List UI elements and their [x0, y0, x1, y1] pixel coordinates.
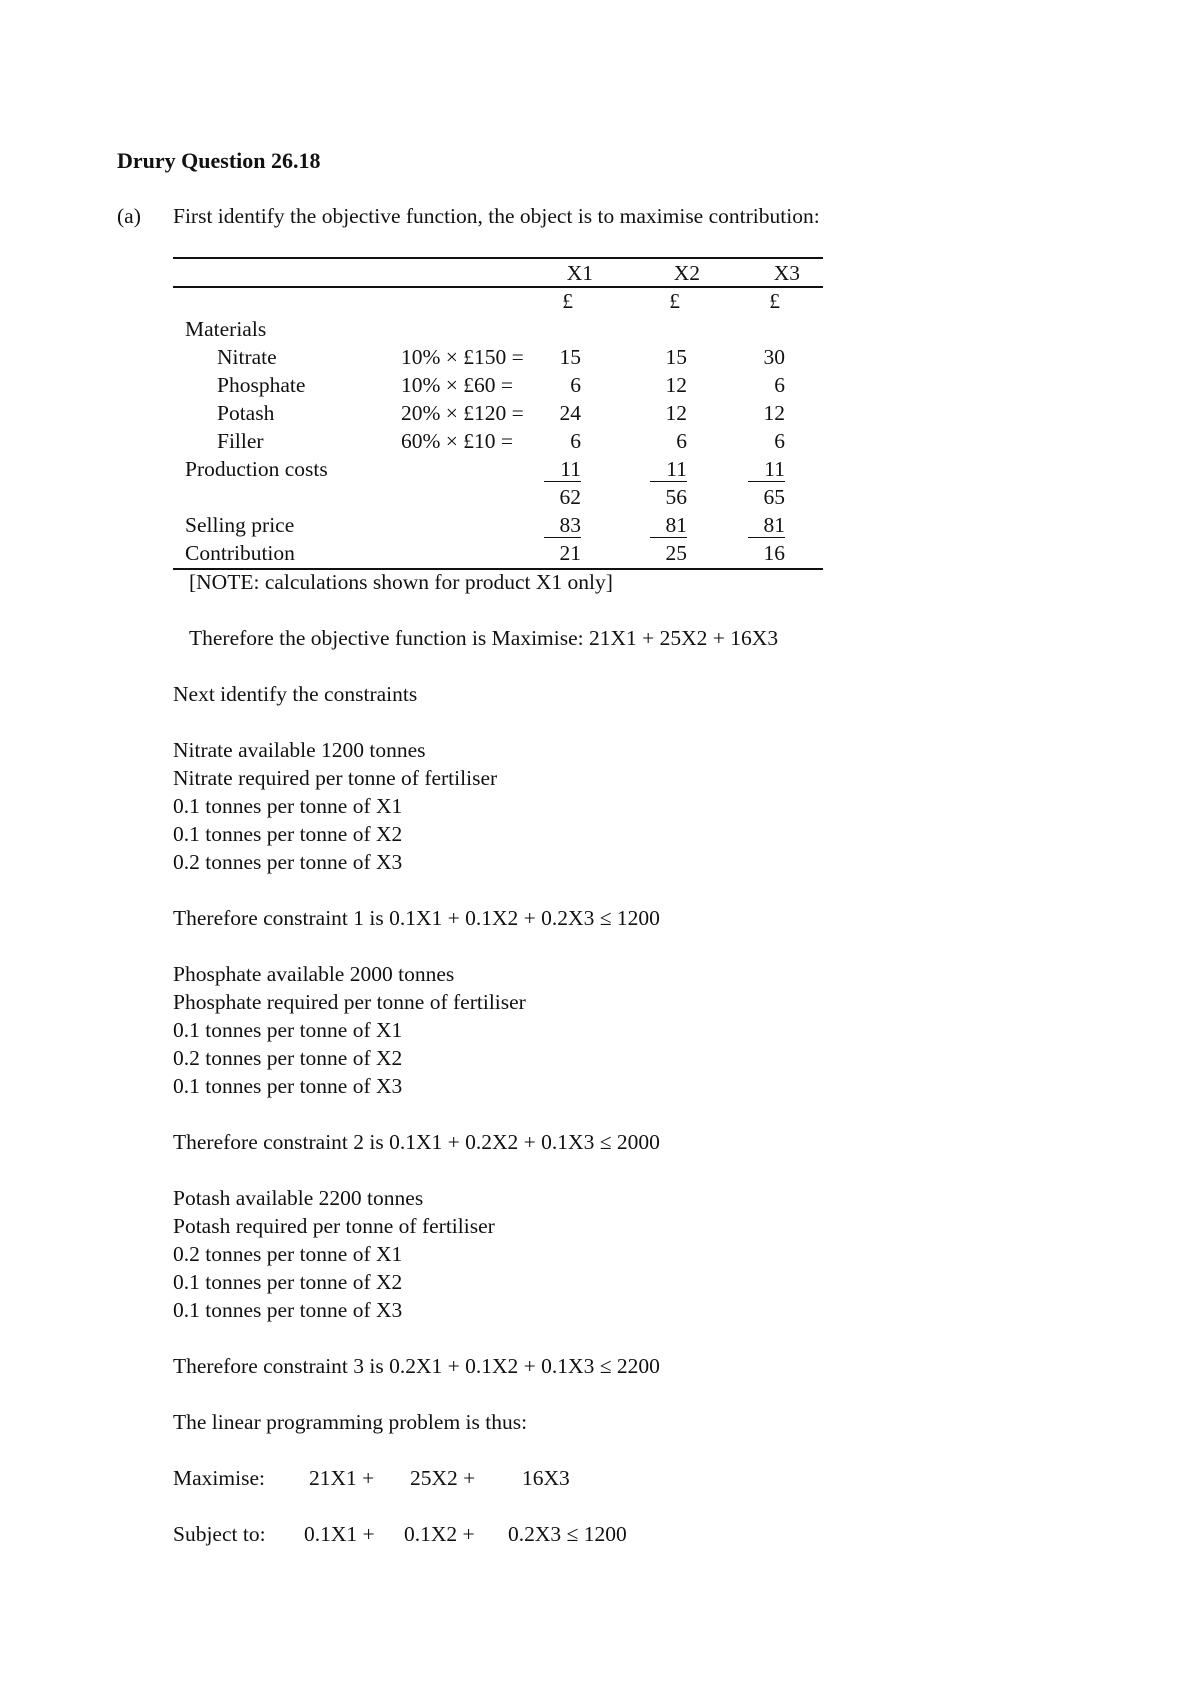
col-header-x3: X3	[773, 261, 800, 285]
col-header-x1: X1	[566, 261, 593, 285]
table-note: [NOTE: calculations shown for product X1 only]	[189, 570, 613, 594]
phosphate-available: Phosphate available 2000 tonnes	[173, 962, 455, 986]
nitrate-available: Nitrate available 1200 tonnes	[173, 738, 426, 762]
lp-intro: The linear programming problem is thus:	[173, 1410, 528, 1434]
cell-total-x2: 56	[665, 485, 687, 509]
currency-x1: £	[562, 289, 573, 313]
cell-selling-x1: 83	[544, 513, 582, 538]
row-label-nitrate: Nitrate	[217, 345, 277, 369]
cell-contribution-x1: 21	[559, 541, 581, 565]
part-label: (a)	[117, 204, 141, 228]
cell-production-x2: 11	[650, 457, 687, 482]
table-header-rule	[173, 286, 823, 288]
constraint-1: Therefore constraint 1 is 0.1X1 + 0.1X2 + 0.2X3 ≤ 1200	[173, 906, 660, 930]
row-calc-filler: 60% × £10 =	[401, 429, 514, 453]
maximise-term-x2: 25X2 +	[410, 1466, 476, 1490]
constraints-intro: Next identify the constraints	[173, 682, 418, 706]
page-heading: Drury Question 26.18	[117, 148, 321, 173]
col-header-x2: X2	[673, 261, 700, 285]
subject-label: Subject to:	[173, 1522, 266, 1546]
currency-x3: £	[769, 289, 780, 313]
subject-term-x1: 0.1X1 +	[304, 1522, 375, 1546]
materials-label: Materials	[185, 317, 267, 341]
potash-required: Potash required per tonne of fertiliser	[173, 1214, 495, 1238]
nitrate-line-x3: 0.2 tonnes per tonne of X3	[173, 850, 403, 874]
cell-phosphate-x2: 12	[665, 373, 687, 397]
phosphate-line-x3: 0.1 tonnes per tonne of X3	[173, 1074, 403, 1098]
phosphate-required: Phosphate required per tonne of fertiliser	[173, 990, 526, 1014]
row-label-potash: Potash	[217, 401, 275, 425]
row-label-filler: Filler	[217, 429, 264, 453]
cell-selling-x3: 81	[748, 513, 786, 538]
cell-potash-x3: 12	[763, 401, 785, 425]
potash-line-x3: 0.1 tonnes per tonne of X3	[173, 1298, 403, 1322]
table-top-rule	[173, 257, 823, 259]
row-label-production: Production costs	[185, 457, 328, 481]
cell-filler-x1: 6	[570, 429, 581, 453]
constraint-2: Therefore constraint 2 is 0.1X1 + 0.2X2 + 0.1X3 ≤ 2000	[173, 1130, 660, 1154]
cell-selling-x2: 81	[650, 513, 688, 538]
nitrate-required: Nitrate required per tonne of fertiliser	[173, 766, 498, 790]
cell-contribution-x2: 25	[665, 541, 687, 565]
maximise-term-x1: 21X1 +	[309, 1466, 375, 1490]
part-intro: First identify the objective function, the object is to maximise contribution:	[173, 204, 820, 228]
objective-function: Therefore the objective function is Maximise: 21X1 + 25X2 + 16X3	[189, 626, 779, 650]
maximise-term-x3: 16X3	[522, 1466, 570, 1490]
row-calc-phosphate: 10% × £60 =	[401, 373, 514, 397]
cell-nitrate-x2: 15	[665, 345, 687, 369]
nitrate-line-x2: 0.1 tonnes per tonne of X2	[173, 822, 403, 846]
cell-potash-x1: 24	[559, 401, 581, 425]
subject-term-x2: 0.1X2 +	[404, 1522, 475, 1546]
row-label-contribution: Contribution	[185, 541, 295, 565]
cell-filler-x2: 6	[676, 429, 687, 453]
row-label-selling: Selling price	[185, 513, 295, 537]
cell-production-x3: 11	[748, 457, 785, 482]
potash-line-x2: 0.1 tonnes per tonne of X2	[173, 1270, 403, 1294]
cell-production-x1: 11	[544, 457, 581, 482]
cell-nitrate-x3: 30	[763, 345, 785, 369]
cell-total-x3: 65	[763, 485, 785, 509]
cell-nitrate-x1: 15	[559, 345, 581, 369]
cell-phosphate-x3: 6	[774, 373, 785, 397]
cell-filler-x3: 6	[774, 429, 785, 453]
row-label-phosphate: Phosphate	[217, 373, 306, 397]
constraint-3: Therefore constraint 3 is 0.2X1 + 0.1X2 + 0.1X3 ≤ 2200	[173, 1354, 660, 1378]
potash-available: Potash available 2200 tonnes	[173, 1186, 424, 1210]
phosphate-line-x2: 0.2 tonnes per tonne of X2	[173, 1046, 403, 1070]
cell-potash-x2: 12	[665, 401, 687, 425]
cell-phosphate-x1: 6	[570, 373, 581, 397]
cell-contribution-x3: 16	[763, 541, 785, 565]
nitrate-line-x1: 0.1 tonnes per tonne of X1	[173, 794, 403, 818]
maximise-label: Maximise:	[173, 1466, 265, 1490]
cell-total-x1: 62	[559, 485, 581, 509]
row-calc-potash: 20% × £120 =	[401, 401, 524, 425]
subject-term-x3: 0.2X3 ≤ 1200	[508, 1522, 627, 1546]
row-calc-nitrate: 10% × £150 =	[401, 345, 524, 369]
potash-line-x1: 0.2 tonnes per tonne of X1	[173, 1242, 403, 1266]
currency-x2: £	[669, 289, 680, 313]
phosphate-line-x1: 0.1 tonnes per tonne of X1	[173, 1018, 403, 1042]
